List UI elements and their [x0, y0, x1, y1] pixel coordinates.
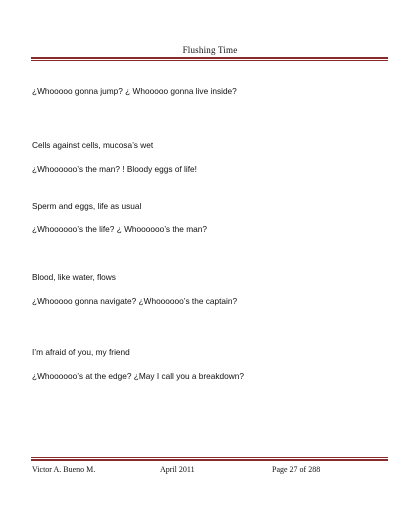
poem-line: Blood, like water, flows: [32, 272, 116, 282]
footer-rule-thin: [31, 457, 388, 458]
poem-line: ¿Whooooo gonna navigate? ¿Whoooooo’s the captain?: [32, 296, 238, 306]
poem-line: ¿Whooooo gonna jump? ¿ Whooooo gonna live inside?: [32, 86, 237, 96]
footer-author: Victor A. Bueno M.: [32, 465, 96, 474]
poem-line: I’m afraid of you, my friend: [32, 347, 130, 357]
poem-line: Cells against cells, mucosa’s wet: [32, 140, 154, 150]
header-rule: [31, 57, 388, 59]
header-title: Flushing Time: [182, 45, 238, 55]
poem-line: ¿Whoooooo’s at the edge? ¿May I call you a breakdown?: [32, 371, 245, 381]
header-rule-thin: [31, 60, 388, 61]
poem-line: Sperm and eggs, life as usual: [32, 201, 142, 211]
footer-rule: [31, 459, 388, 461]
poem-line: ¿Whoooooo’s the man? ! Bloody eggs of life!: [32, 164, 197, 174]
poem-line: ¿Whoooooo’s the life? ¿ Whoooooo’s the man?: [32, 224, 207, 234]
footer-date: April 2011: [160, 465, 195, 474]
footer-page-number: Page 27 of 288: [272, 465, 321, 474]
